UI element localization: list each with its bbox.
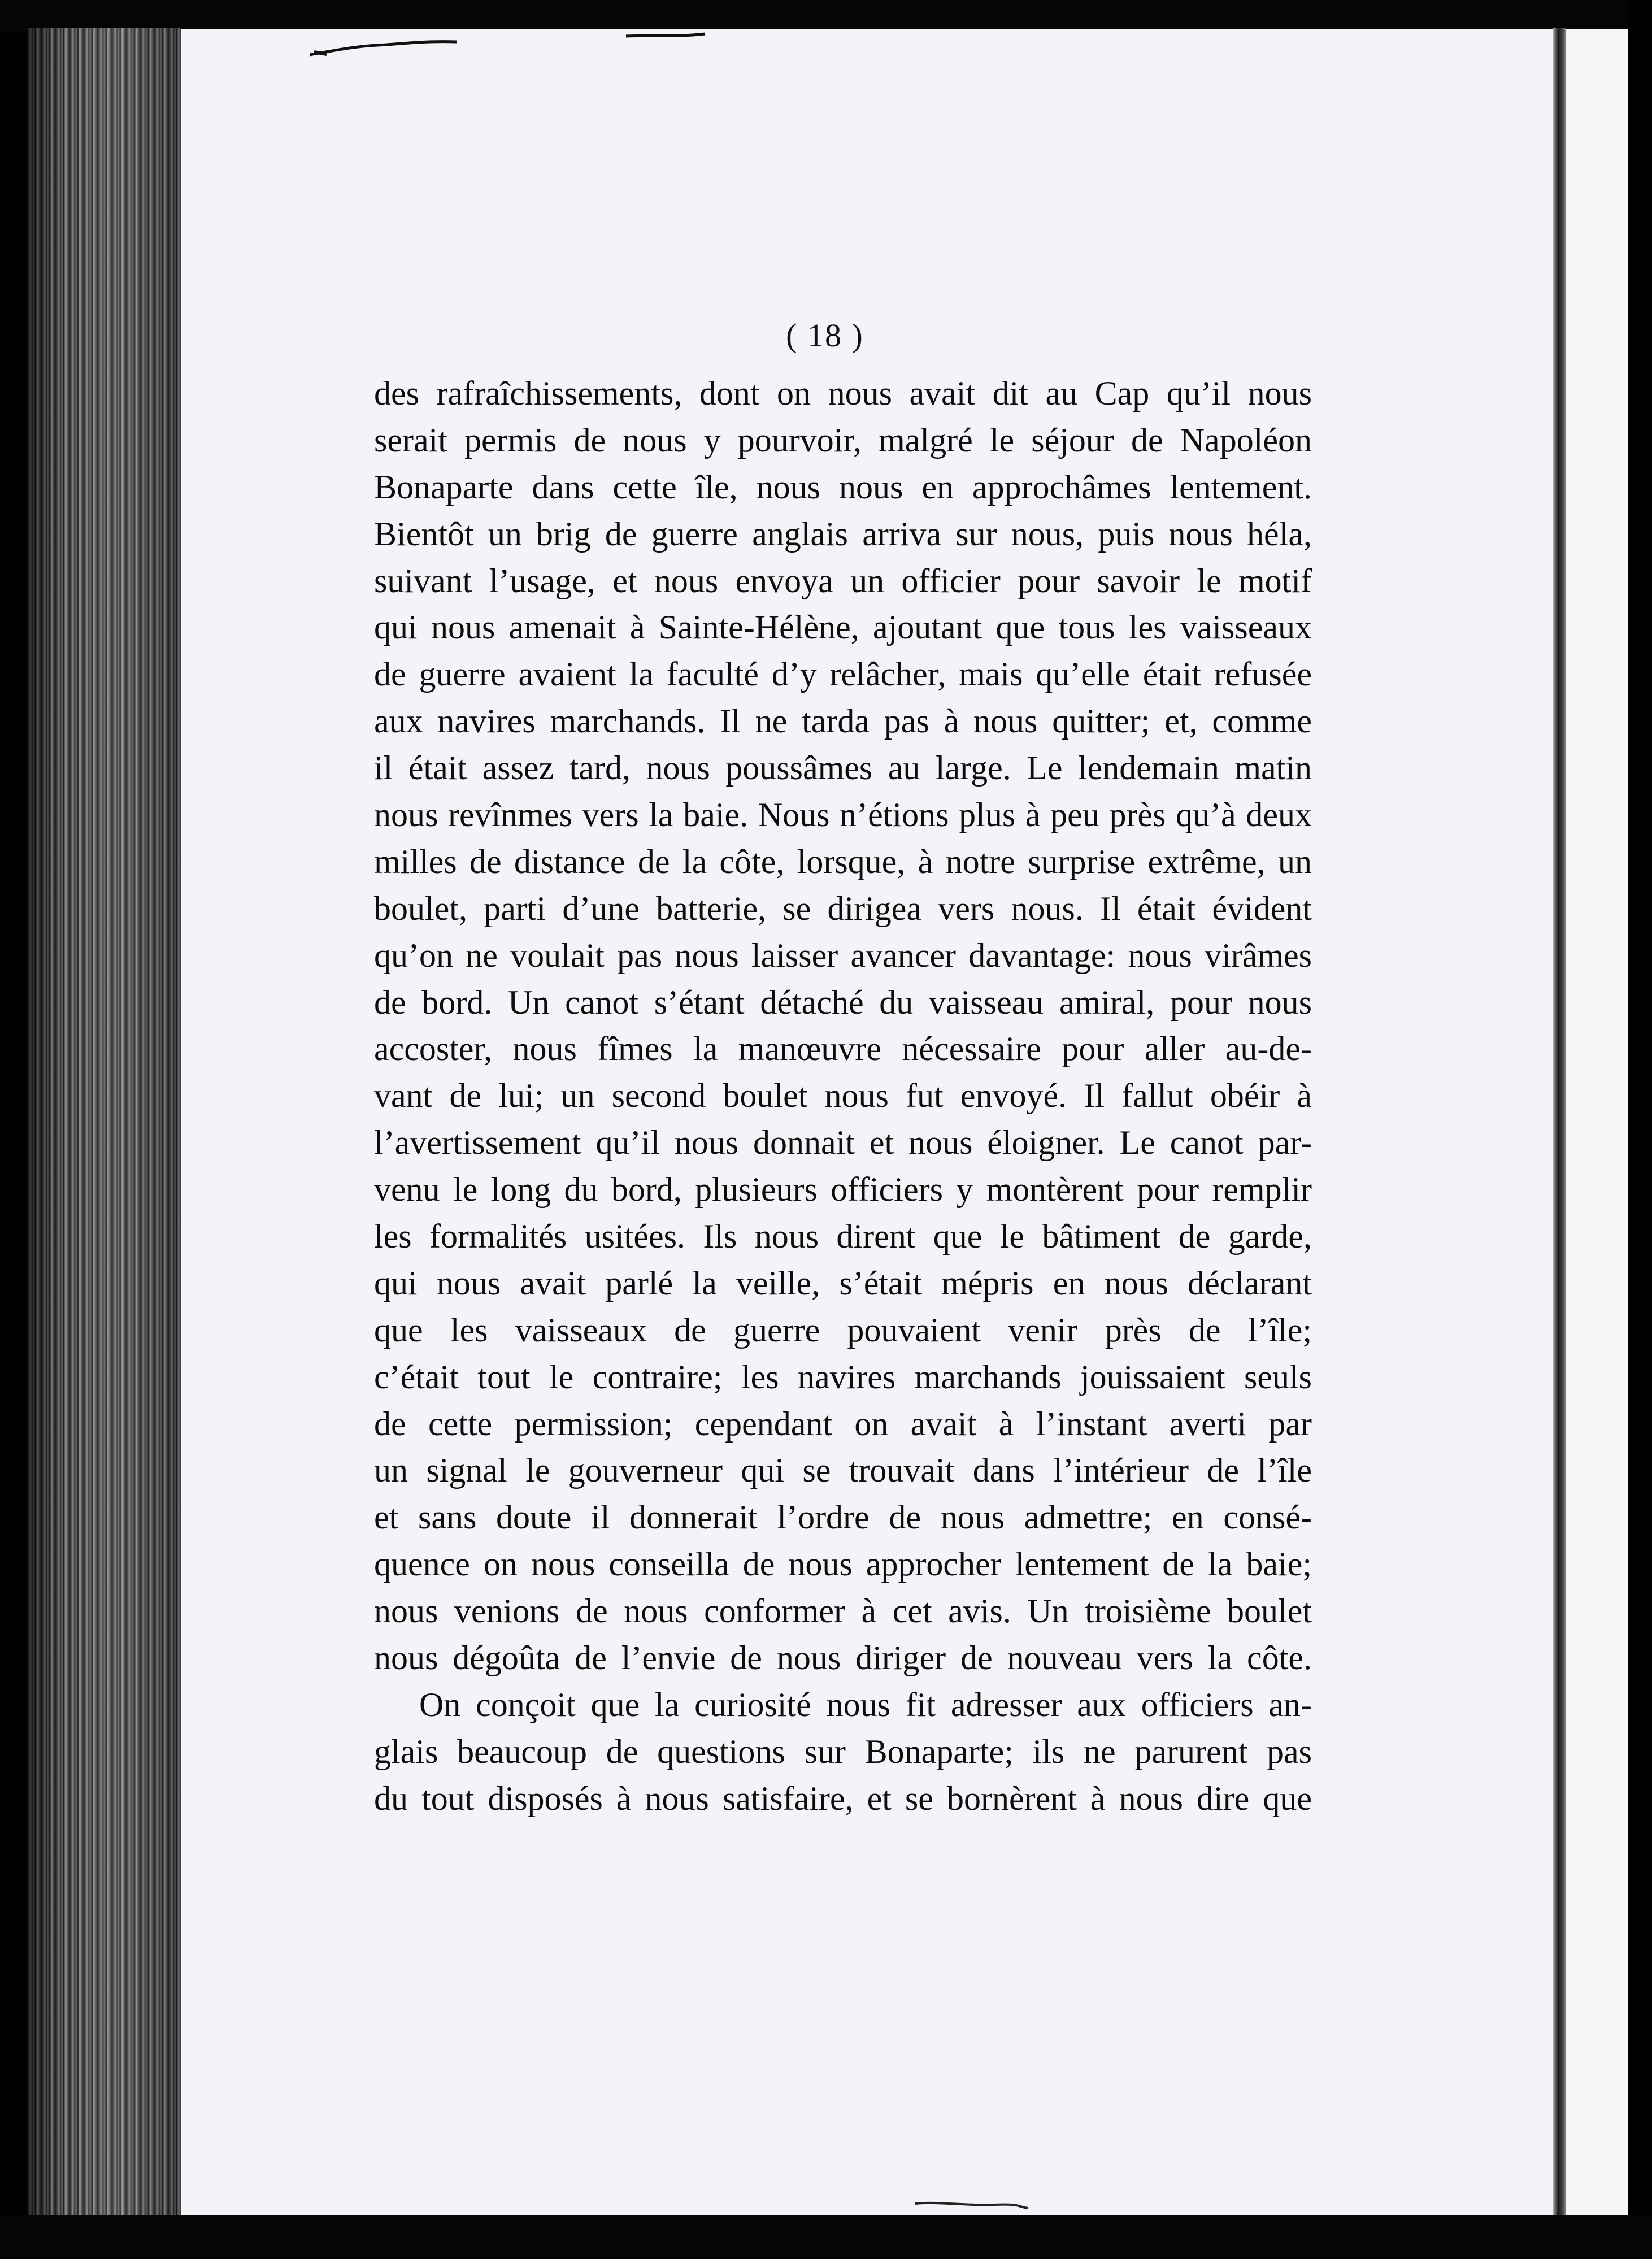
text-line: qui nous amenait à Sainte-Hélène, ajoutant que tous les vaisseaux	[374, 609, 1312, 646]
text-line: Bientôt un brig de guerre anglais arriva sur nous, puis nous héla,	[374, 515, 1312, 553]
text-line: nous revînmes vers la baie. Nous n’étions plus à peu près qu’à deux	[374, 796, 1312, 834]
ink-smudge-bottom	[915, 2197, 1028, 2214]
text-line: des rafraîchissements, dont on nous avait dit au Cap qu’il nous	[374, 375, 1312, 412]
text-line: nous dégoûta de l’envie de nous diriger de nouveau vers la côte.	[374, 1639, 1312, 1677]
book-spine-edge	[27, 28, 181, 2221]
page-right-edge	[1553, 28, 1566, 2221]
scan-top-border	[0, 0, 1652, 31]
text-line: de cette permission; cependant on avait à l’instant averti par	[374, 1405, 1312, 1443]
text-line: il était assez tard, nous poussâmes au large. Le lendemain matin	[374, 749, 1312, 787]
text-line: nous venions de nous conformer à cet avis. Un troisième boulet	[374, 1592, 1312, 1630]
text-line: que les vaisseaux de guerre pouvaient venir près de l’île;	[374, 1311, 1312, 1349]
text-line: accoster, nous fîmes la manœuvre nécessaire pour aller au-de-	[374, 1030, 1312, 1068]
text-line: quence on nous conseilla de nous approcher lentement de la baie;	[374, 1545, 1312, 1583]
text-line: milles de distance de la côte, lorsque, à notre surprise extrême, un	[374, 842, 1312, 880]
text-line: et sans doute il donnerait l’ordre de nous admettre; en consé-	[374, 1498, 1312, 1536]
adjacent-page-strip	[1566, 29, 1628, 2217]
text-line: du tout disposés à nous satisfaire, et se bornèrent à nous dire que	[374, 1779, 1312, 1817]
text-line: les formalités usitées. Ils nous dirent que le bâtiment de garde,	[374, 1218, 1312, 1256]
text-line: suivant l’usage, et nous envoya un officier pour savoir le motif	[374, 562, 1312, 599]
text-line: qui nous avait parlé la veille, s’était mépris en nous déclarant	[374, 1264, 1312, 1302]
text-line: un signal le gouverneur qui se trouvait dans l’intérieur de l’île	[374, 1452, 1312, 1489]
text-line: qu’on ne voulait pas nous laisser avancer davantage: nous virâmes	[374, 936, 1312, 974]
ink-smudge-top	[310, 29, 750, 58]
text-line: vant de lui; un second boulet nous fut envoyé. Il fallut obéir à	[374, 1077, 1312, 1115]
text-line: l’avertissement qu’il nous donnait et nous éloigner. Le canot par-	[374, 1124, 1312, 1162]
scan-bottom-border	[0, 2215, 1652, 2259]
text-line: On conçoit que la curiosité nous fit adresser aux officiers an-	[419, 1685, 1312, 1723]
text-line: Bonaparte dans cette île, nous nous en approchâmes lentement.	[374, 468, 1312, 506]
text-line: de bord. Un canot s’étant détaché du vaisseau amiral, pour nous	[374, 983, 1312, 1021]
body-text	[374, 370, 1312, 1822]
scan-right-border	[1628, 0, 1652, 2259]
text-line: boulet, parti d’une batterie, se dirigea vers nous. Il était évident	[374, 889, 1312, 927]
text-line: aux navires marchands. Il ne tarda pas à nous quitter; et, comme	[374, 702, 1312, 740]
text-line: venu le long du bord, plusieurs officiers y montèrent pour remplir	[374, 1171, 1312, 1209]
text-line: glais beaucoup de questions sur Bonaparte; ils ne parurent pas	[374, 1732, 1312, 1770]
page-number: ( 18 )	[786, 317, 864, 354]
text-line: c’était tout le contraire; les navires marchands jouissaient seuls	[374, 1358, 1312, 1396]
text-line: serait permis de nous y pourvoir, malgré le séjour de Napoléon	[374, 421, 1312, 459]
text-line: de guerre avaient la faculté d’y relâcher, mais qu’elle était refusée	[374, 655, 1312, 693]
